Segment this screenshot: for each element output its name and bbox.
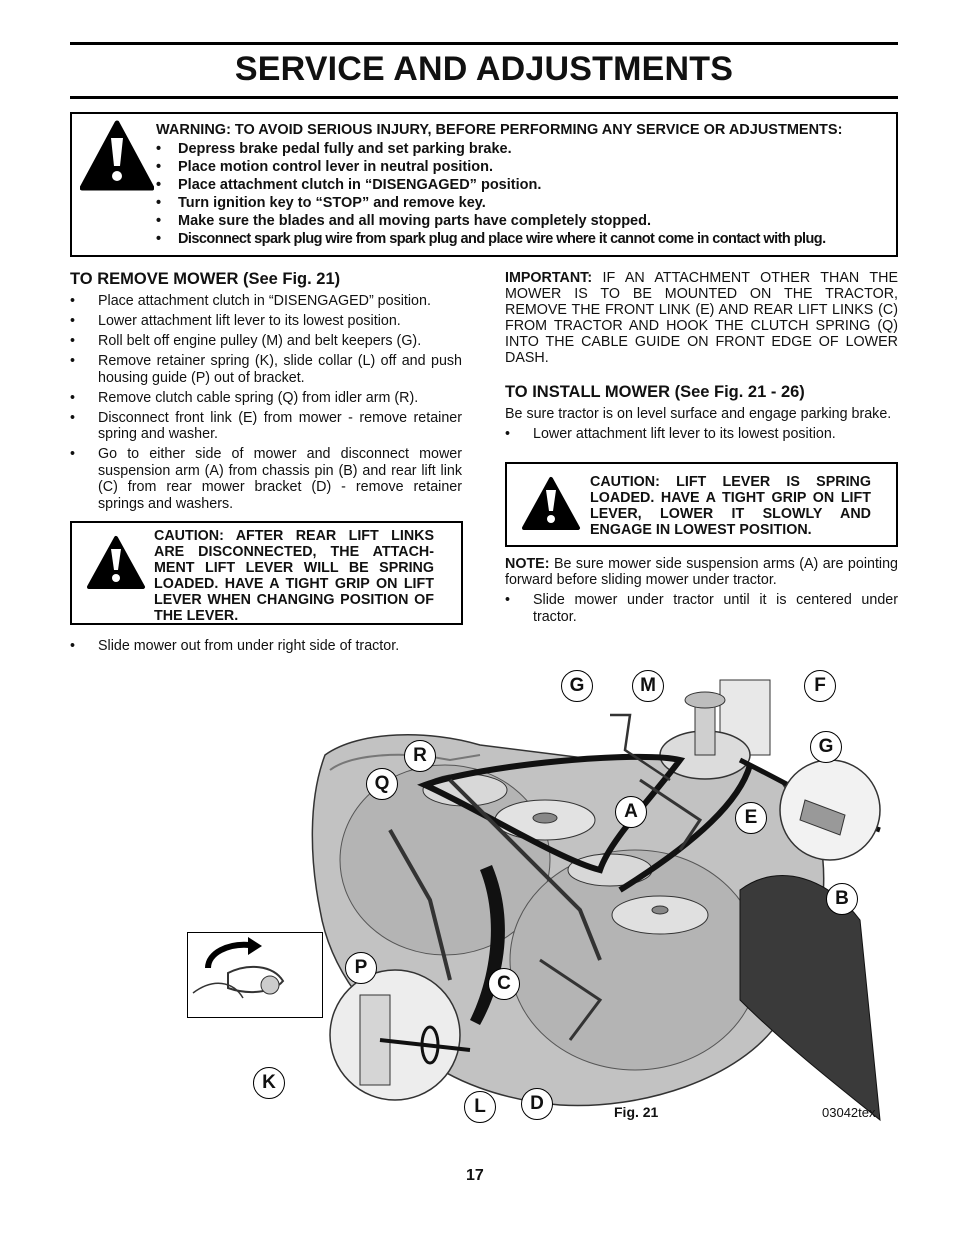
- figure-code: 03042tex: [822, 1105, 876, 1120]
- callout-c: C: [488, 968, 520, 1000]
- list-item: • Depress brake pedal fully and set parking brake.: [156, 141, 512, 157]
- list-item: • Slide mower under tractor until it is centered under tractor.: [505, 592, 898, 625]
- list-item: • Lower attachment lift lever to its lowest position.: [505, 426, 836, 442]
- remove-final-list: [70, 638, 462, 658]
- callout-d: D: [521, 1088, 553, 1120]
- list-item: • Place attachment clutch in “DISENGAGED” position.: [156, 177, 542, 193]
- important-note: IMPORTANT: IF AN ATTACHMENT OTHER THAN THE MOWER IS TO BE MOUNTED ON THE TRACTOR, REMOVE THE FRONT LINK (E) AND REAR LIFT LINKS (C) FROM TRACTOR AND HOOK THE CLUTCH SPRING (Q) INTO THE CABLE GUIDE ON FRONT EDGE OF LOWER DASH.: [505, 270, 898, 366]
- install-section: [505, 270, 898, 446]
- callout-q: Q: [366, 768, 398, 800]
- page-number: 17: [466, 1167, 484, 1184]
- callout-p: P: [345, 952, 377, 984]
- callout-e: E: [735, 802, 767, 834]
- install-caution-box: [505, 462, 898, 547]
- spindle-pulley: [612, 896, 708, 934]
- install-list-2: [505, 592, 898, 625]
- warning-heading: WARNING: TO AVOID SERIOUS INJURY, BEFORE PERFORMING ANY SERVICE OR ADJUSTMENTS:: [156, 122, 843, 138]
- remove-section: [70, 270, 462, 516]
- callout-f: F: [804, 670, 836, 702]
- warning-icon: [80, 120, 154, 192]
- warning-list: [156, 140, 894, 248]
- top-rule: [70, 42, 898, 45]
- page-title: SERVICE AND ADJUSTMENTS: [234, 50, 734, 88]
- list-item: • Slide mower out from under right side of tractor.: [70, 638, 400, 654]
- title-underline: [70, 96, 898, 99]
- discharge-chute: [740, 876, 880, 1120]
- warning-icon: [86, 535, 146, 591]
- inset-hand-box: [187, 932, 323, 1018]
- hand-spring-illustration: [188, 933, 321, 1016]
- figure-caption: Fig. 21: [614, 1104, 659, 1120]
- callout-g-top: G: [561, 670, 593, 702]
- list-item: • Roll belt off engine pulley (M) and belt keepers (G).: [70, 333, 422, 349]
- remove-caution-text: CAUTION: AFTER REAR LIFT LINKS ARE DISCONNECTED, THE ATTACH-MENT LIFT LEVER WILL BE SPRING LOADED. HAVE A TIGHT GRIP ON LIFT LEVER WHEN CHANGING POSITION OF THE LEVER.: [154, 528, 434, 624]
- install-note: NOTE: Be sure mower side suspension arms (A) are pointing forward before sliding mower under tractor.: [505, 556, 898, 588]
- list-item: • Lower attachment lift lever to its lowest position.: [70, 313, 401, 329]
- install-intro: Be sure tractor is on level surface and engage parking brake.: [505, 406, 892, 422]
- callout-a: A: [615, 796, 647, 828]
- list-item: • Turn ignition key to “STOP” and remove key.: [156, 195, 486, 211]
- list-item: • Disconnect spark plug wire from spark plug and place wire where it cannot come in contact with plug.: [156, 231, 826, 247]
- right-pulley: [568, 854, 652, 886]
- callout-g-right: G: [810, 731, 842, 763]
- list-item: • Place attachment clutch in “DISENGAGED” position.: [70, 293, 431, 309]
- list-item: • Disconnect front link (E) from mower - remove retainer spring and washer.: [70, 409, 462, 442]
- inset-cable-guide: [330, 970, 460, 1100]
- install-list: [505, 426, 898, 443]
- remove-heading: TO REMOVE MOWER (See Fig. 21): [70, 270, 341, 288]
- list-item: • Place motion control lever in neutral position.: [156, 159, 494, 175]
- warning-icon: [521, 476, 581, 532]
- remove-list: [70, 293, 462, 512]
- list-item: • Make sure the blades and all moving parts have completely stopped.: [156, 213, 651, 229]
- list-item: • Remove clutch cable spring (Q) from idler arm (R).: [70, 389, 419, 406]
- mower-deck-illustration: [180, 660, 890, 1135]
- callout-m: M: [632, 670, 664, 702]
- list-item: • Remove retainer spring (K), slide collar (L) off and push housing guide (P) out of bracket.: [70, 353, 462, 386]
- install-note-section: [505, 556, 898, 629]
- install-heading: TO INSTALL MOWER (See Fig. 21 - 26): [505, 383, 805, 401]
- remove-caution-box: [70, 521, 463, 625]
- callout-l: L: [464, 1091, 496, 1123]
- install-caution-text: CAUTION: LIFT LEVER IS SPRING LOADED. HAVE A TIGHT GRIP ON LIFT LEVER, LOWER IT SLOWLY AND ENGAGE IN LOWEST POSITION.: [590, 474, 871, 538]
- warning-box: [70, 112, 898, 257]
- list-item: • Go to either side of mower and disconnect mower suspension arm (A) from chassis pin (B) and rear lift link (C) from rear mower bracket (D) - remove retainer springs and washers.: [70, 446, 462, 512]
- callout-b: B: [826, 883, 858, 915]
- callout-k: K: [253, 1067, 285, 1099]
- callout-r: R: [404, 740, 436, 772]
